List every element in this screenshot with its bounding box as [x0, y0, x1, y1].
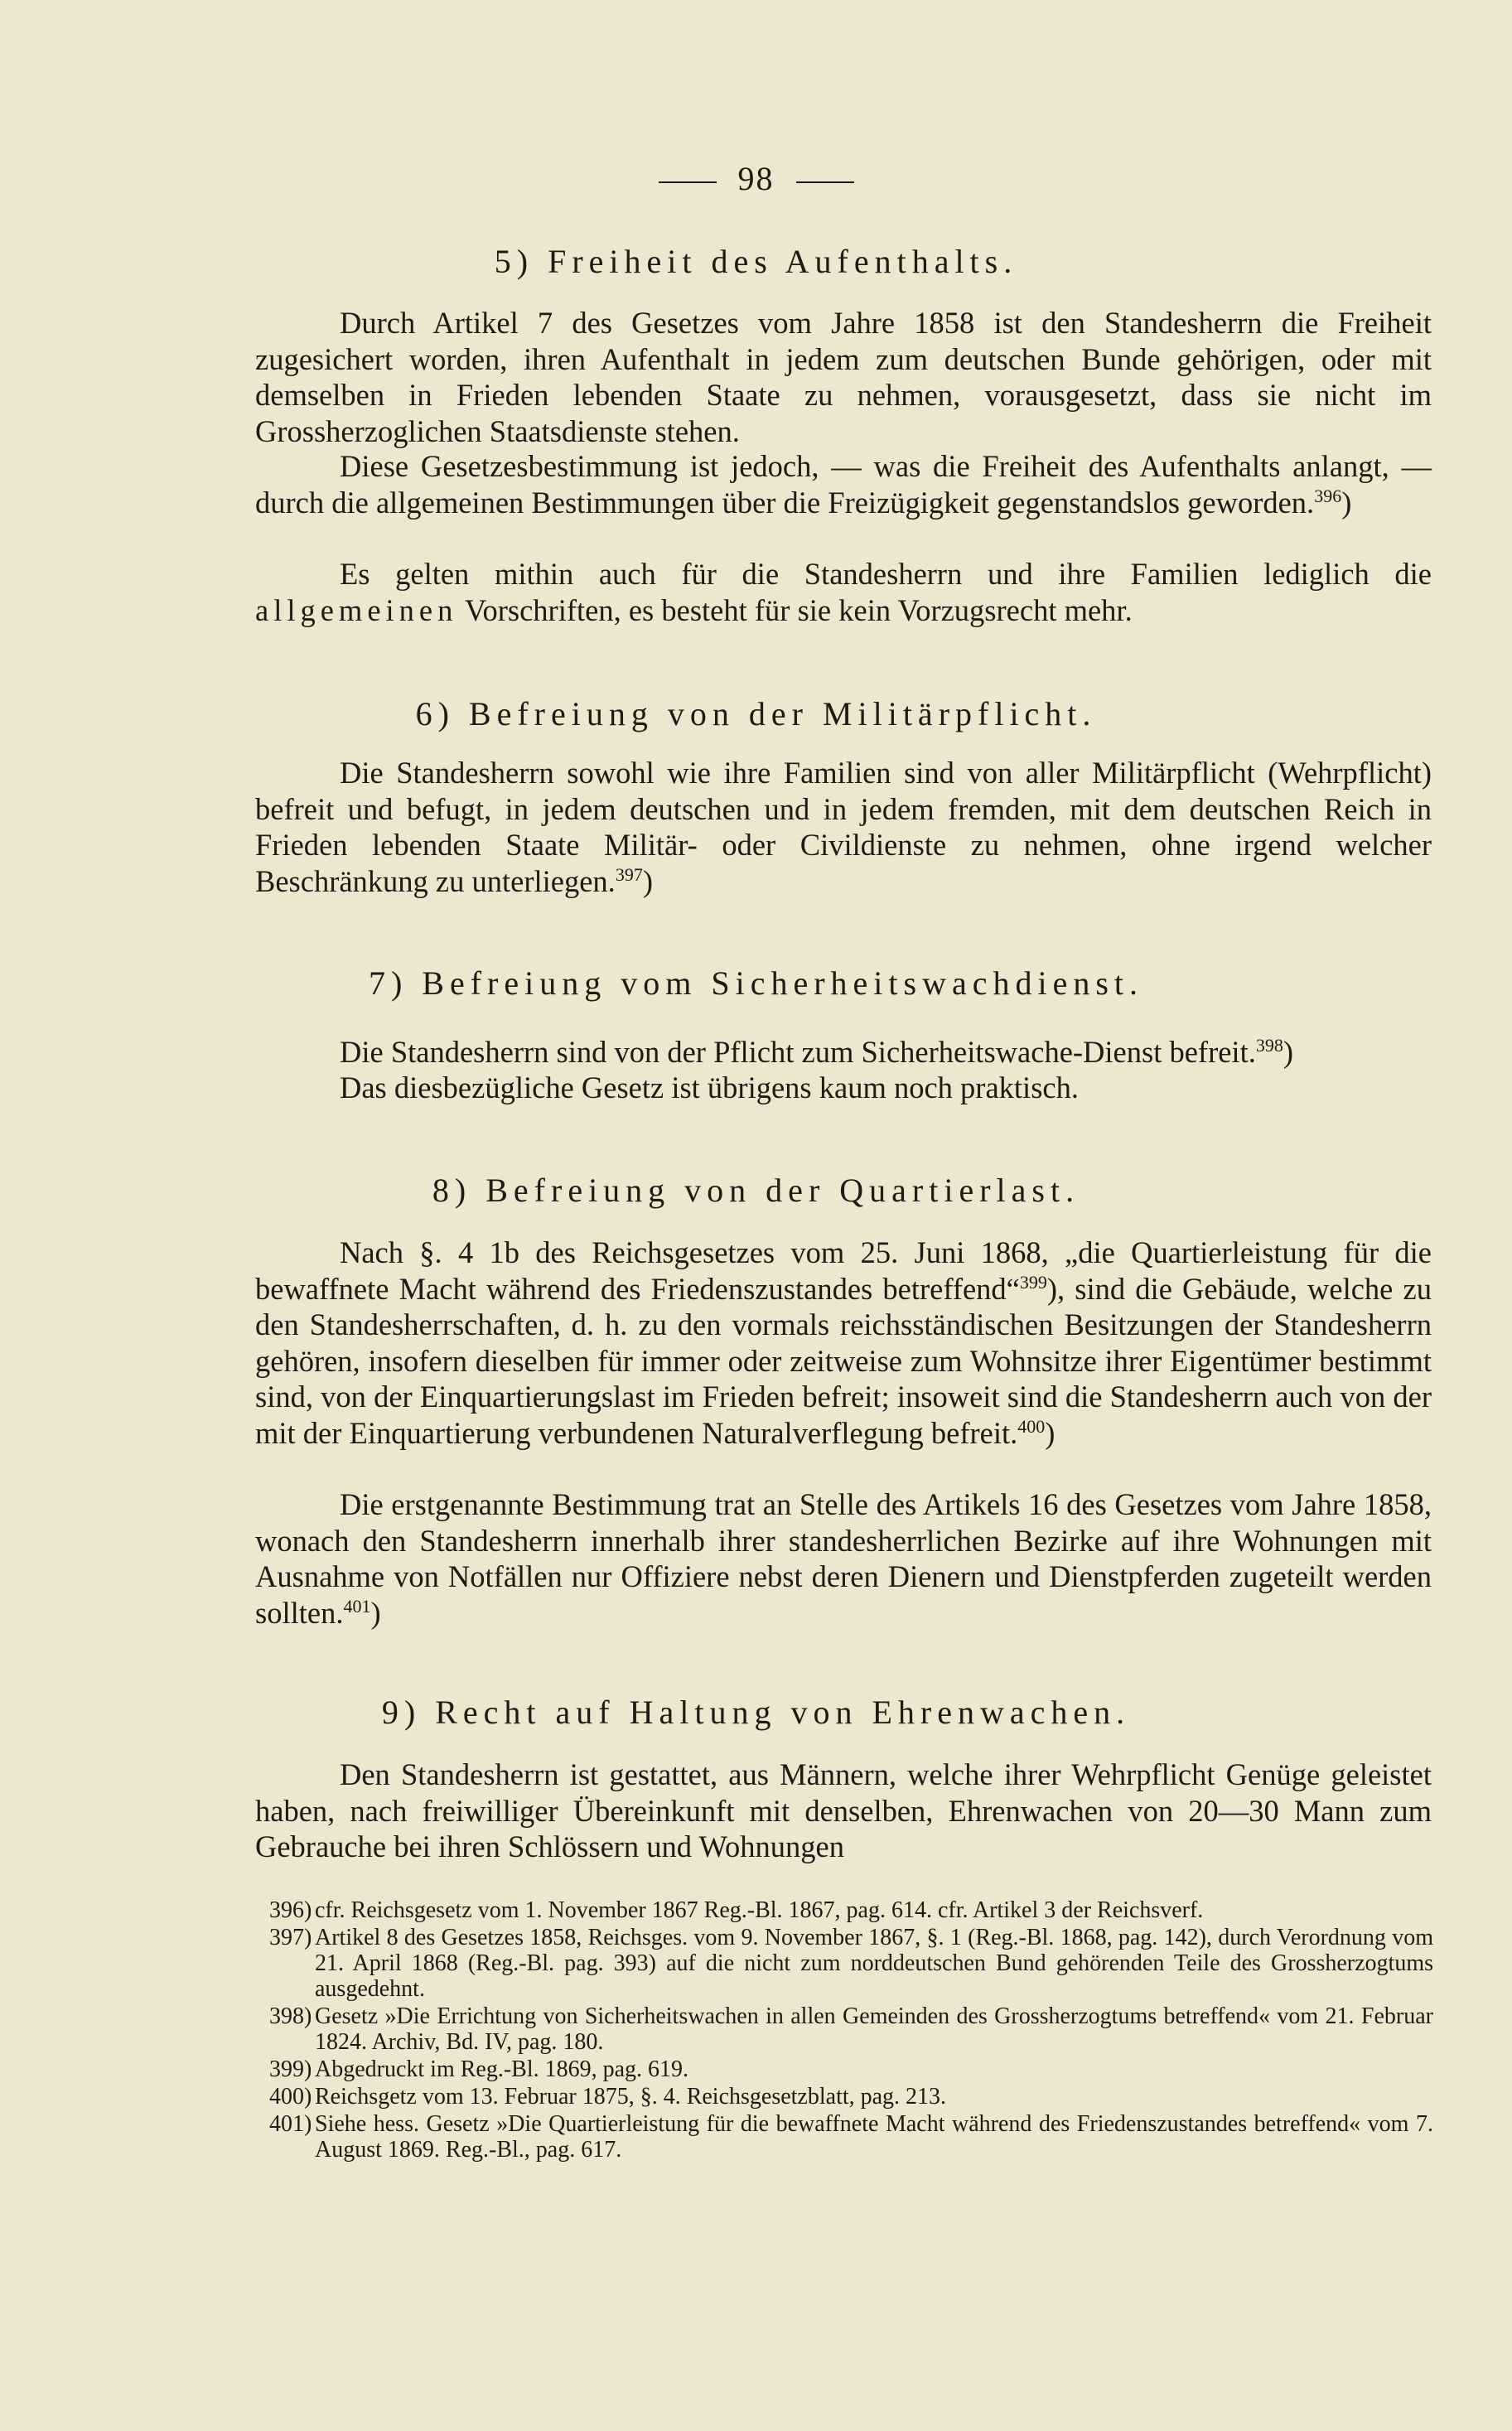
footnotes [269, 1897, 1433, 2164]
footnote-mark: 401) [269, 2111, 312, 2137]
paragraph: Durch Artikel 7 des Gesetzes vom Jahre 1858 ist den Standesherrn die Freiheit zugesichert worden, ihren Aufenthalt in jedem zum deutschen Bunde gehörigen, oder mit demselben in Frieden lebenden Staate zu nehmen, vorausgesetzt, dass sie nicht im Grossherzoglichen Staatsdienste stehen. [255, 306, 1432, 448]
footnote: 397) Artikel 8 des Gesetzes 1858, Reichsges. vom 9. November 1867, §. 1 (Reg.-Bl. 1868, pag. 142), durch Verordnung vom 21. April 1868 (Reg.-Bl. pag. 393) auf die nicht zum norddeutschen Bund gehörenden Teile des Grossherzogtums ausgedehnt. [269, 1925, 1433, 2002]
paragraph: Die erstgenannte Bestimmung trat an Stelle des Artikels 16 des Gesetzes vom Jahre 1858, wonach den Standesherrn innerhalb ihrer standesherrlichen Bezirke auf ihre Wohnungen mit Ausnahme von Notfällen nur Offiziere nebst deren Dienern und Dienstpferden zugeteilt werden sollten.$^{401}$) [255, 1487, 1432, 1630]
footnote-mark: 398) [269, 2003, 312, 2029]
footnote: 401) Siehe hess. Gesetz »Die Quartierleistung für die bewaffnete Macht während des Friedenszustandes betreffend« vom 7. August 1869. Reg.-Bl., pag. 617. [269, 2111, 1433, 2163]
paragraph: Die Standesherrn sowohl wie ihre Familien sind von aller Militärpflicht (Wehrpflicht) befreit und befugt, in jedem deutschen und in jedem fremden, mit dem deutschen Reich in Frieden lebenden Staate Militär- oder Civildienste zu nehmen, ohne irgend welcher Beschränkung zu unterliegen.$^{397}$) [255, 756, 1432, 898]
footnote: 398) Gesetz »Die Errichtung von Sicherheitswachen in allen Gemeinden des Grossherzogtums betreffend« vom 21. Februar 1824. Archiv, Bd. IV, pag. 180. [269, 2003, 1433, 2055]
paragraph: Das diesbezügliche Gesetz ist übrigens kaum noch praktisch. [340, 1071, 1079, 1104]
footnote-mark: 399) [269, 2056, 312, 2082]
ornament-right-icon [796, 181, 854, 184]
paragraph: Nach §. 4 1b des Reichsgesetzes vom 25. Juni 1868, „die Quartierleistung für die bewaffnete Macht während des Friedenszustandes betreffend“$^{399}$), sind die Gebäude, welche zu den Standesherrschaften, d. h. zu den vormals reichsständischen Besitzungen der Standesherrn gehören, insofern dieselben für immer oder zeitweise zum Wohnsitze ihrer Eigentümer bestimmt sind, von der Einquartierungslast im Frieden befreit; insoweit sind die Standesherrn auch von der mit der Einquartierung verbundenen Naturalverflegung befreit.$^{400}$) [255, 1235, 1432, 1450]
paragraph: Es gelten mithin auch für die Standesherrn und ihre Familien lediglich die allgemeinen Vorschriften, es besteht für sie kein Vorzugsrecht mehr. [255, 557, 1432, 627]
section-heading: 8) Befreiung von der Quartierlast. [432, 1172, 1080, 1209]
footnote-ref: 401 [343, 1595, 371, 1617]
footnote-ref: 397 [615, 863, 643, 885]
ornament-left-icon [659, 181, 717, 184]
section-heading: 6) Befreiung von der Militärpflicht. [415, 695, 1097, 732]
footnote-mark: 400) [269, 2084, 312, 2110]
footnote: 399) Abgedruckt im Reg.-Bl. 1869, pag. 619. [269, 2056, 689, 2082]
footnote-mark: 396) [269, 1897, 312, 1923]
footnote-ref: 398 [1255, 1034, 1283, 1056]
paragraph: Den Standesherrn ist gestattet, aus Männern, welche ihrer Wehrpflicht Genüge geleistet haben, nach freiwilliger Übereinkunft mit denselben, Ehrenwachen von 20—30 Mann zum Gebrauche bei ihren Schlössern und Wohnungen [255, 1757, 1432, 1863]
paragraph: Diese Gesetzesbestimmung ist jedoch, — was die Freiheit des Aufenthalts anlangt, — durch die allgemeinen Bestimmungen über die Freizügigkeit gegenstandslos geworden.$^{396}$) [255, 449, 1432, 520]
section-heading: 7) Befreiung vom Sicherheitswachdienst. [368, 964, 1144, 1002]
footnote: 396) cfr. Reichsgesetz vom 1. November 1867 Reg.-Bl. 1867, pag. 614. cfr. Artikel 3 der Reichsverf. [269, 1897, 1204, 1923]
footnote-ref: 396 [1314, 485, 1342, 506]
paragraph: Die Standesherrn sind von der Pflicht zum Sicherheitswache-Dienst befreit.$^{398}$) [340, 1034, 1293, 1069]
section-heading: 5) Freiheit des Aufenthalts. [494, 243, 1018, 280]
page-number-line [0, 159, 1512, 198]
footnote-ref: 400 [1017, 1415, 1046, 1437]
footnote-mark: 397) [269, 1925, 312, 1950]
footnote: 400) Reichsgetz vom 13. Februar 1875, §. 4. Reichsgesetzblatt, pag. 213. [269, 2084, 947, 2110]
section-heading: 9) Recht auf Haltung von Ehrenwachen. [381, 1694, 1131, 1731]
footnote-ref: 399 [1019, 1271, 1047, 1293]
page-number: 98 [737, 160, 775, 197]
